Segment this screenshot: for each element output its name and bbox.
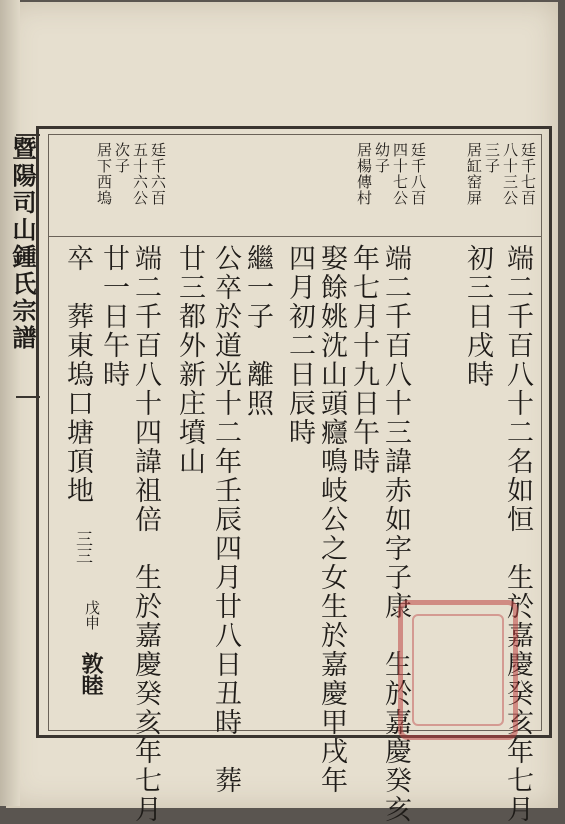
text-column-3: 端二千百八十三諱赤如字子康 生於嘉慶癸亥 <box>380 244 411 824</box>
book-spine <box>0 0 20 806</box>
register-entry-3-line-4: 居下西塢 <box>95 142 113 206</box>
text-column-9: 廿三都外新庄墳山 <box>174 244 205 476</box>
text-column-5: 娶餘姚沈山頭癮鳴岐公之女生於嘉慶甲戌年 <box>316 244 347 795</box>
bottom-mark-2: 敦睦 <box>78 652 104 696</box>
register-entry-3-line-2: 五十六公 <box>131 142 149 206</box>
register-entry-2-line-1: 廷千八百 <box>409 142 427 206</box>
text-column-2: 初三日戌時 <box>462 244 493 389</box>
red-seal-stamp-inner <box>412 614 504 726</box>
text-column-11: 廿一日午時 <box>98 244 129 389</box>
text-column-1: 端二千百八十二名如恒 生於嘉慶癸亥年七月 <box>502 244 533 824</box>
register-entry-1-line-1: 廷千七百 <box>519 142 537 206</box>
text-column-7: 繼一子 離照 <box>242 244 273 418</box>
register-divider <box>48 236 542 237</box>
bottom-mark-1: 戊申 <box>83 600 101 630</box>
register-entry-2-line-4: 居楊傳村 <box>355 142 373 206</box>
page-number: 三三 <box>72 530 92 564</box>
text-column-12: 卒 葬東塢口塘頂地 <box>62 244 93 505</box>
register-entry-1-line-3: 三子 <box>483 142 501 174</box>
register-entry-3-line-1: 廷千六百 <box>149 142 167 206</box>
register-entry-1-line-2: 八十三公 <box>501 142 519 206</box>
text-column-6: 四月初二日辰時 <box>284 244 315 447</box>
text-column-4: 年七月十九日午時 <box>348 244 379 476</box>
register-entry-3-line-3: 次子 <box>113 142 131 174</box>
register-entry-1-line-4: 居缸窑屏 <box>465 142 483 206</box>
text-column-10: 端二千百八十四諱祖倍 生於嘉慶癸亥年七月 <box>130 244 161 824</box>
side-title: 暨陽司山鍾氏宗譜 <box>8 136 37 352</box>
text-column-8: 公卒於道光十二年壬辰四月廿八日丑時 葬 <box>210 244 241 795</box>
register-entry-2-line-3: 幼子 <box>373 142 391 174</box>
register-entry-2-line-2: 四十七公 <box>391 142 409 206</box>
